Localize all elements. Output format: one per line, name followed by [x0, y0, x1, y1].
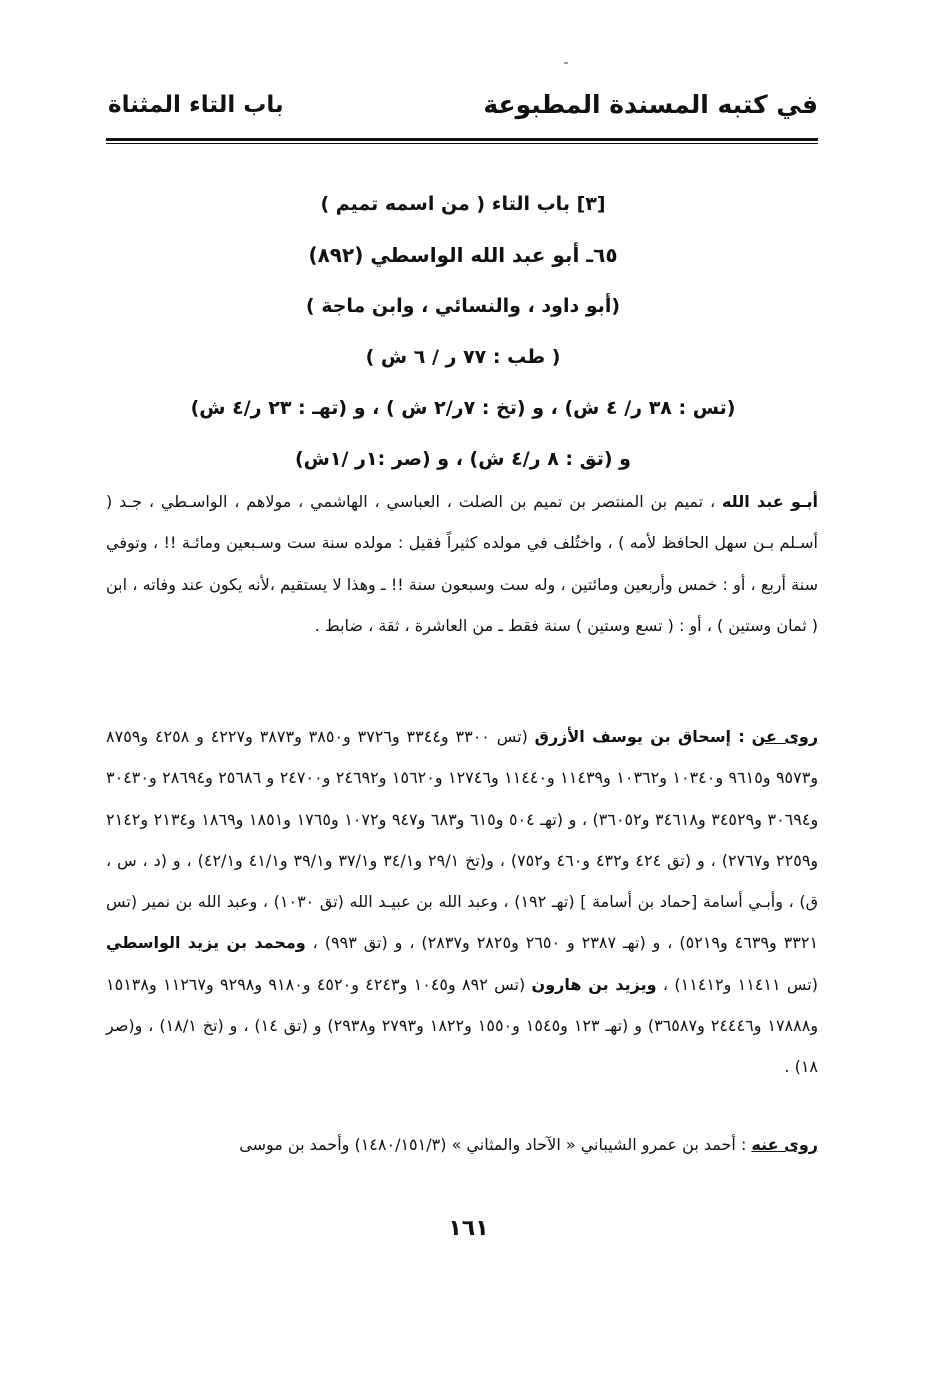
entry-ref-line-1: (تس : ٣٨ ر/ ٤ ش) ، و (تخ : ٧ر/٢ ش ) ، و (تهـ : ٢٣ ر/٤ ش)	[190, 397, 736, 419]
header-rule-thin	[106, 143, 818, 144]
entry-ref-tab: ( طب : ٧٧ ر / ٦ ش )	[365, 346, 561, 368]
scan-speck	[564, 62, 568, 64]
bio-name: أبـو عبد الله	[721, 492, 818, 511]
narrated-by-label: روى عنه	[751, 1135, 818, 1154]
entry-sources: (أبو داود ، والنسائي ، وابن ماجة )	[305, 295, 621, 317]
narrated-from-label: روى عن	[751, 727, 819, 746]
header-chapter-title: باب التاء المثناة	[108, 92, 284, 118]
narrated-from-refs-3: (تس ٨٩٢ و١٠٤٥ و٤٢٤٣ و٤٥٢٠ و٩١٨٠ و٩٢٩٨ و١١٢٦٧ و١٥١٣٨ و١٧٨٨٨ و٢٤٤٤٦ و٣٦٥٨٧) و (تهـ ١٢٣ و١٥٤٥ و١٥٥٠ و١٨٢٢ و٢٧٩٣ و٢٩٣٨) و (تق ١٤) ، و (تخ ١٨/١) ، و(صر ١٨) .	[106, 974, 819, 1077]
entry-ref-line-2: و (تق : ٨ ر/٤ ش) ، و (صر :١ر /١ش)	[294, 448, 631, 470]
entry-heading	[108, 183, 818, 489]
header-rule-thick	[106, 138, 818, 141]
narrated-by-paragraph	[106, 1124, 818, 1165]
biography-paragraph	[106, 481, 818, 646]
bio-text: ، تميم بن المنتصر بن تميم بن الصلت ، العباسي ، الهاشمي ، مولاهم ، الواسـطي ، جـد ( أسـلم بـن سهل الحافظ لأمه ) ، واختُلف في مولده كثيراً فقيل : مولده سنة ست وسـبعين ومائـة !! ، وتوفي سنة أربع ، أو : خمس وأربعين ومائتين ، وله ست وسبعون سنة !! ـ وهذا لا يستقيم ،لأنه يكون عند وفاته ، ابن ( ثمان وستين ) ، أو : ( تسع وستين ) سنة فقط ـ من العاشرة ، ثقة ، ضابط .	[106, 492, 818, 635]
header-book-title: في كتبه المسندة المطبوعة	[483, 90, 818, 119]
entry-title: ٦٥ـ أبو عبد الله الواسطي (٨٩٢)	[308, 243, 618, 267]
running-header	[108, 90, 818, 134]
narrated-from-paragraph	[106, 716, 818, 1088]
narrated-from-refs-1: (تس ٣٣٠٠ و٣٣٤٤ و٣٧٢٦ و٣٨٥٠ و٣٨٧٣ و٤٢٢٧ و ٤٢٥٨ و٨٧٥٩ و٩٥٧٣ و٩٦١٥ و١٠٣٤٠ و١٠٣٦٢ و١١٤٣٩ و١١٤٤٠ و١٢٧٤٦ و١٥٦٢٠ و٢٤٦٩٢ و٢٤٧٠٠ و ٢٥٦٨٦ و٢٨٦٩٤ و٣٠٤٣٠ و٣٠٦٩٤ و٣٤٥٢٩ و٣٤٦١٨ و٣٦٠٥٢) ، و (تهـ ٥٠٤ و٦١٥ و٦٨٣ و٩٤٧ و١٠٧٢ و١٧٦٥ و١٨٥١ و١٨٦٩ و٢١٣٤ و٢١٤٢ و٢٢٥٩ و٢٧٦٧) ، و (تق ٤٢٤ و٤٣٢ و٤٦٠ و٧٥٢) ، و(تخ ٢٩/١ و٣٤/١ و٣٧/١ و٣٩/١ و٤١/١ و٤٢/١) ، و (د ، س ، ق) ، وأبـي أسامة [حماد بن أسامة ] (تهـ ١٩٢) ، وعبد الله بن عبيـد الله (تق ١٠٣٠) ، وعبد الله بن نمير (تس ٣٣٢١ و٤٦٣٩ و٥٢١٩) ، و (تهـ ٢٣٨٧ و ٢٦٥٠ و٢٨٢٥ و٢٨٣٧) ، و (تق ٩٩٣) ،	[106, 727, 819, 953]
narrated-from-refs-2: (تس ١١٤١١ و١١٤١٢) ،	[662, 974, 818, 994]
narrator-ishaq: : إسحاق بن يوسف الأزرق	[534, 727, 745, 746]
narrated-by-text: : أحمد بن عمرو الشيباني « الآحاد والمثاني » (١٤٨٠/١٥١/٣) وأحمد بن موسى	[239, 1135, 747, 1154]
page-number: ١٦١	[448, 1216, 489, 1241]
narrator-muhammad: ومحمد بن يزيد الواسطي	[106, 933, 306, 953]
narrator-yazid: ويزيد بن هارون	[531, 974, 657, 994]
chapter-heading: [٣] باب التاء ( من اسمه تميم )	[320, 193, 606, 215]
